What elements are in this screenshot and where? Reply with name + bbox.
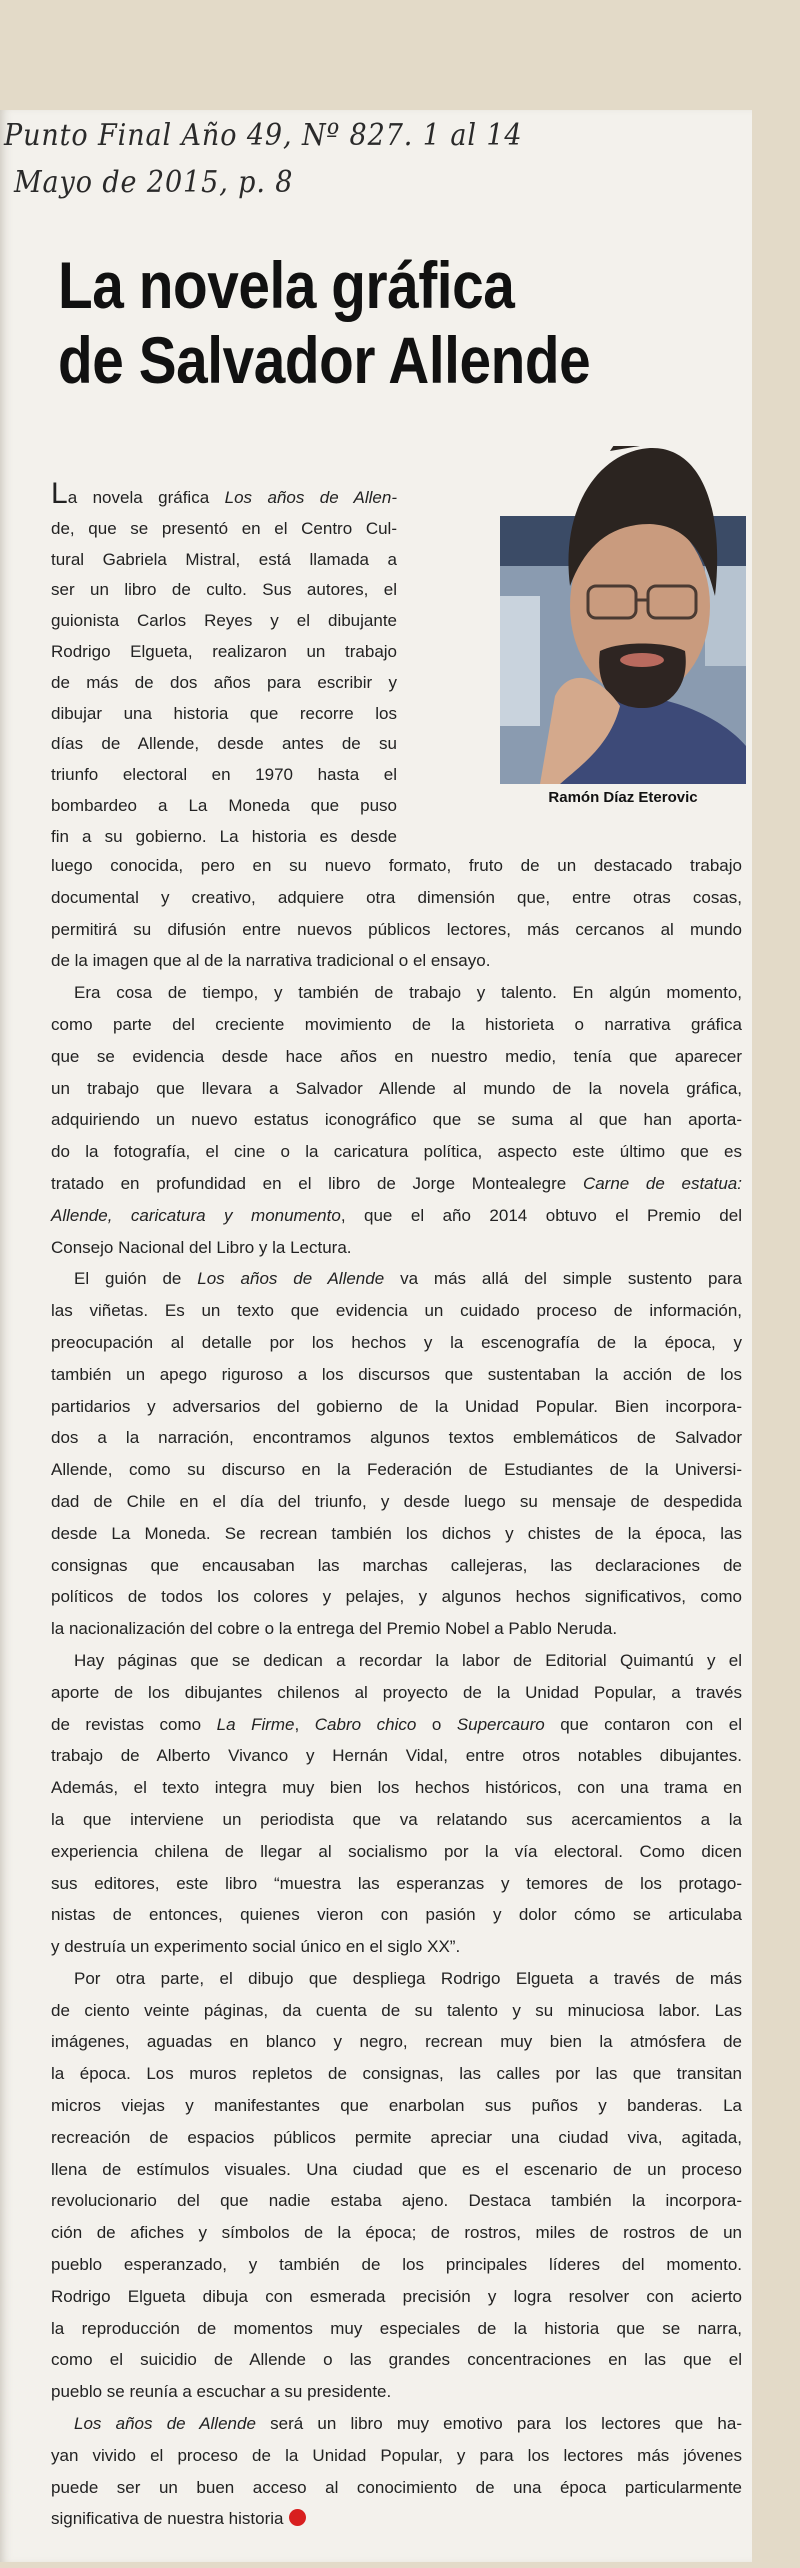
text-line [51,606,397,637]
text-segment: la época. Los muros repletos de consignas, las calles por las que transitan [51,2064,742,2084]
text-segment: trabajo de Alberto Vivanco y Hernán Vidal, entre otros notables dibujantes. [51,1746,742,1766]
text-segment: aporte de los dibujantes chilenos al proyecto de la Unidad Popular, a través [51,1682,742,1702]
text-segment: micros viejas y manifestantes que enarbolan sus puños y banderas. La [51,2096,742,2116]
text-line [51,1200,742,1232]
text-line [51,1327,742,1359]
text-line [51,477,397,514]
text-segment: luego conocida, pero en su nuevo formato, fruto de un destacado trabajo [51,856,742,875]
text-segment: ción de afiches y símbolos de la época; de rostros, miles de rostros de un [51,2223,742,2243]
text-segment: de la imagen que al de la narrativa tradicional o el ensayo. [51,951,491,971]
text-segment: imágenes, aguadas en blanco y negro, recrean muy bien la atmósfera de [51,2032,742,2052]
text-line [51,699,397,730]
text-segment: a novela gráfica [67,488,225,507]
text-segment: partidarios y adversarios del gobierno de la Unidad Popular. Bien incorpora- [51,1396,742,1416]
text-line [51,1581,742,1613]
italic-title: La Firme [216,1714,295,1734]
text-segment: bombardeo a La Moneda que puso [51,795,397,815]
text-segment: va más allá del simple sustento para [384,1269,742,1289]
text-line [51,2090,742,2122]
text-line [51,1041,742,1073]
end-mark-dot-icon [289,2509,306,2526]
text-segment: adquiriendo un nuevo estatus iconográfico que se suma al que han aporta- [51,1110,742,1130]
text-line [51,2185,742,2217]
text-segment: triunfo electoral en 1970 hasta el [51,765,397,785]
text-line [51,2026,742,2058]
text-segment: puede ser un buen acceso al conocimiento de una época particularmente [51,2477,742,2497]
text-line [51,760,397,791]
drop-cap: L [51,477,68,510]
text-line [51,1995,742,2027]
text-segment: , que el año 2014 obtuvo el Premio del [340,1205,742,1225]
text-segment: días de Allende, desde antes de su [51,734,397,754]
text-line [51,2472,742,2504]
text-line [51,1709,742,1741]
text-line [51,2217,742,2249]
text-segment: consignas que encausaban las marchas callejeras, las declaraciones de [51,1555,742,1575]
text-line [51,2503,742,2535]
text-segment: ser un libro de culto. Sus autores, el [51,580,397,600]
text-line [51,1836,742,1868]
text-segment: será un libro muy emotivo para los lectores que ha- [255,2414,742,2434]
text-segment: do la fotografía, el cine o la caricatura política, aspecto este último que es [51,1142,742,1162]
text-line [51,977,742,1009]
italic-title: Los años de Allende [74,2414,256,2434]
text-segment: guionista Carlos Reyes y el dibujante [51,611,397,631]
text-line [51,729,397,760]
text-line [51,914,742,946]
text-segment: preocupación al detalle por los hechos y la escenografía de la época, y [51,1332,742,1352]
text-segment: significativa de nuestra historia [51,2509,284,2529]
text-line [51,1899,742,1931]
text-line [51,882,742,914]
intro-column [51,477,397,853]
text-segment: la reproducción de momentos muy especiales de la historia que se narra, [51,2318,742,2338]
text-segment: recreación de espacios públicos permite apreciar una ciudad viva, agitada, [51,2127,742,2147]
text-segment: yan vivido el proceso de la Unidad Popular, y para los lectores más jóvenes [51,2445,742,2465]
text-segment: la que interviene un periodista que va relatando sus acercamientos a la [51,1809,742,1829]
text-segment: también un apego riguroso a los discursos que sustentaban la acción de los [51,1364,742,1384]
text-segment: que contaron con el [544,1714,742,1734]
text-line [51,1073,742,1105]
text-segment: tural Gabriela Mistral, está llamada a [51,549,397,569]
text-line [51,1391,742,1423]
text-line [51,1168,742,1200]
text-line [51,1613,742,1645]
text-segment: políticos de todos los colores y pelajes, y algunos hechos significativos, como [51,1587,742,1607]
text-segment: un trabajo que llevara a Salvador Allende al mundo de la novela gráfica, [51,1078,742,1098]
text-segment: sus editores, este libro “muestra las esperanzas y temores de los protago- [51,1873,742,1893]
text-line [51,668,397,699]
text-line [51,1009,742,1041]
headline-line-2: de Salvador Allende [58,323,591,397]
text-line [51,1518,742,1550]
text-segment: la nacionalización del cobre o la entrega del Premio Nobel a Pablo Neruda. [51,1619,618,1639]
text-line [51,2154,742,2186]
text-line [51,1359,742,1391]
text-line [51,1136,742,1168]
text-segment: que se evidencia desde hace años en nuestro medio, tenía que aparecer [51,1046,742,1066]
text-line [51,1772,742,1804]
text-line [51,1232,742,1264]
text-line [51,2376,742,2408]
text-segment: revolucionario del que nadie estaba ajeno. Destaca también la incorpora- [51,2191,742,2211]
italic-title: Los años de Allen- [224,488,397,507]
handwritten-source-note: Punto Final Año 49, Nº 827. 1 al 14 [4,118,523,153]
text-segment: y destruía un experimento social único en el siglo XX”. [51,1937,461,1957]
text-segment: Hay páginas que se dedican a recordar la labor de Editorial Quimantú y el [74,1650,742,1670]
text-segment: como parte del creciente movimiento de la historieta o narrativa gráfica [51,1014,742,1034]
text-line [51,545,397,576]
text-segment: , [294,1714,315,1734]
text-line [51,1931,742,1963]
text-segment: Por otra parte, el dibujo que despliega Rodrigo Elgueta a través de más [74,1968,742,1988]
text-segment: o [416,1714,457,1734]
text-segment: Rodrigo Elgueta, realizaron un trabajo [51,641,397,661]
text-line [51,822,397,853]
text-line [51,1422,742,1454]
text-line [51,850,742,882]
text-segment: experiencia chilena de llegar al socialismo por la vía electoral. Como dicen [51,1841,742,1861]
italic-title: Supercauro [456,1714,545,1734]
text-line [51,1454,742,1486]
text-line [51,945,742,977]
text-segment: documental y creativo, adquiere otra dimensión que, entre otras cosas, [51,887,742,907]
text-line [51,514,397,545]
text-segment: Rodrigo Elgueta dibuja con esmerada precisión y logra resolver con acierto [51,2286,742,2306]
text-segment: Era cosa de tiempo, y también de trabajo y talento. En algún momento, [74,983,742,1003]
text-segment: llena de estímulos visuales. Una ciudad que es el escenario de un proceso [51,2159,742,2179]
text-segment: Consejo Nacional del Libro y la Lectura. [51,1237,352,1257]
handwritten-date-note: Mayo de 2015, p. 8 [14,165,294,200]
text-line [51,637,397,668]
text-line [51,2440,742,2472]
text-segment: pueblo se reunía a escuchar a su presidente. [51,2382,392,2402]
text-line [51,1645,742,1677]
text-segment: El guión de [74,1269,198,1289]
text-line [51,2313,742,2345]
italic-title: Carne de estatua: [582,1173,742,1193]
text-segment: de ciento veinte páginas, da cuenta de su talento y su minuciosa labor. Las [51,2000,742,2020]
text-line [51,1486,742,1518]
text-line [51,2058,742,2090]
text-line [51,1740,742,1772]
text-segment: pueblo esperanzado, y también de los principales líderes del momento. [51,2255,742,2275]
headline-line-1: La novela gráfica [58,248,515,322]
text-segment: dad de Chile en el día del triunfo, y desde luego su mensaje de despedida [51,1491,742,1511]
text-segment: las viñetas. Es un texto que evidencia un cuidado proceso de información, [51,1301,742,1321]
text-line [51,1963,742,1995]
italic-title: Los años de Allende [197,1269,385,1289]
text-segment: desde La Moneda. Se recrean también los dichos y chistes de la época, las [51,1523,742,1543]
text-segment: Además, el texto integra muy bien los hechos históricos, con una trama en [51,1778,742,1798]
text-segment: de, que se presentó en el Centro Cul- [51,518,397,538]
text-line [51,1263,742,1295]
text-segment: de más de dos años para escribir y [51,672,397,692]
text-segment: nistas de entonces, quienes vieron con pasión y dolor cómo se articulaba [51,1905,742,1925]
italic-title: Cabro chico [314,1714,417,1734]
photo-caption: Ramón Díaz Eterovic [548,789,698,806]
text-segment: dibujar una historia que recorre los [51,703,397,723]
text-line [51,1804,742,1836]
text-line [51,2344,742,2376]
text-line [51,575,397,606]
text-line [51,2408,742,2440]
text-segment: fin a su gobierno. La historia es desde [51,826,397,846]
text-line [51,1868,742,1900]
text-segment: tratado en profundidad en el libro de Jorge Montealegre [51,1173,583,1193]
text-segment: como el suicidio de Allende o las grandes concentraciones en las que el [51,2350,742,2370]
text-line [51,1295,742,1327]
text-segment: de revistas como [51,1714,217,1734]
text-line [51,1104,742,1136]
text-line [51,2281,742,2313]
text-segment: dos a la narración, encontramos algunos textos emblemáticos de Salvador [51,1428,742,1448]
text-segment: Allende, como su discurso en la Federación de Estudiantes de la Universi- [51,1460,742,1480]
text-line [51,1677,742,1709]
italic-title: Allende, caricatura y monumento [51,1205,341,1225]
article-body [51,850,742,2535]
text-line [51,2122,742,2154]
text-segment: permitirá su difusión entre nuevos públicos lectores, más cercanos al mundo [51,919,742,939]
text-line [51,1550,742,1582]
text-line [51,791,397,822]
author-portrait-icon [500,446,746,784]
text-line [51,2249,742,2281]
